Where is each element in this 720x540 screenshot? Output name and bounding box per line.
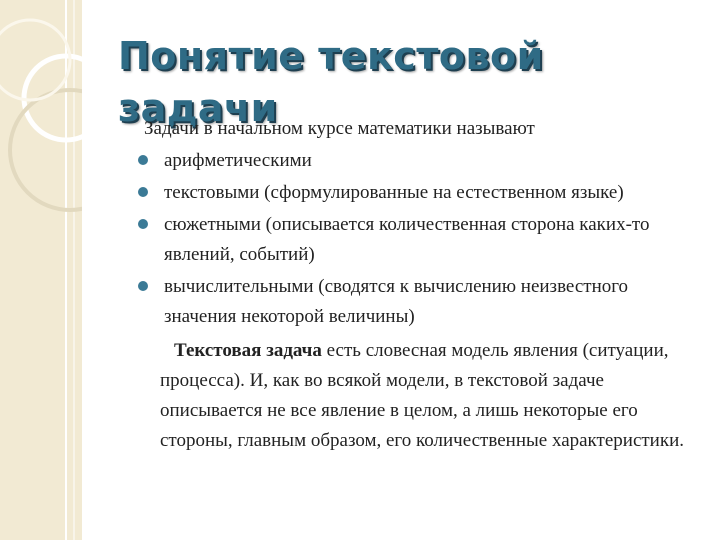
slide-title: Понятие текстовой задачи	[118, 34, 544, 130]
bullet-text: сюжетными (описывается количественная сторона каких-то явлений, событий)	[164, 214, 650, 265]
bullet-list	[138, 146, 698, 332]
decorative-sidebar	[0, 0, 82, 540]
slide-content	[138, 114, 698, 456]
bullet-text: арифметическими	[164, 150, 312, 171]
bullet-text: вычислительными (сводятся к вычислению неизвестного значения некоторой величины)	[164, 276, 629, 327]
list-item	[138, 210, 698, 270]
decorative-circles-graphic	[0, 0, 82, 540]
bullet-icon	[138, 219, 148, 229]
definition-text: есть словесная модель явления (ситуации, процесса). И, как во всякой модели, в текстовой задаче описывается не все явление в целом, а лишь некоторые его стороны, главным образом, его количественные характеристики.	[160, 340, 684, 451]
bullet-icon	[138, 281, 148, 291]
list-item	[138, 272, 698, 332]
intro-text: Задачи в начальном курсе математики называют	[144, 118, 535, 139]
list-item	[138, 146, 698, 176]
bullet-icon	[138, 187, 148, 197]
definition-paragraph	[160, 336, 698, 456]
definition-term: Текстовая задача	[174, 340, 322, 361]
bullet-text: текстовыми (сформулированные на естественном языке)	[164, 182, 624, 203]
bullet-icon	[138, 155, 148, 165]
list-item	[138, 178, 698, 208]
